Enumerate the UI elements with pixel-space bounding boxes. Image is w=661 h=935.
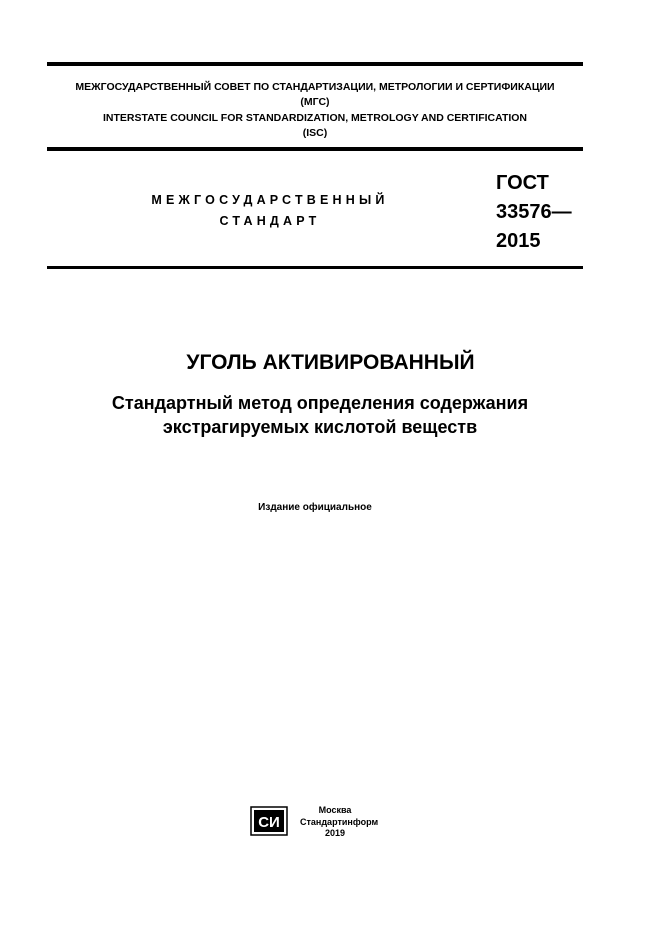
- gost-year: 2015: [496, 230, 541, 252]
- document-title: УГОЛЬ АКТИВИРОВАННЫЙ: [186, 351, 475, 374]
- subtitle-line1: Стандартный метод определения содержания: [111, 393, 529, 413]
- council-name-ru-line: МЕЖГОСУДАРСТВЕННЫЙ СОВЕТ ПО СТАНДАРТИЗАЦИИ, МЕТРОЛОГИИ И СЕРТИФИКАЦИИ: [75, 81, 555, 93]
- document-subtitle: [0, 391, 640, 439]
- standard-kind-line1: МЕЖГОСУДАРСТВЕННЫЙ: [151, 193, 389, 207]
- edition-note: Издание официальное: [258, 502, 372, 513]
- standartinform-logo-icon: [250, 806, 288, 836]
- council-name-en-line: INTERSTATE COUNCIL FOR STANDARDIZATION, METROLOGY AND CERTIFICATION: [102, 112, 528, 124]
- top-rule: [47, 62, 583, 66]
- council-abbr-ru: (МГС): [300, 96, 330, 108]
- bottom-rule: [47, 266, 583, 269]
- gost-label: ГОСТ: [496, 172, 549, 194]
- council-name-ru: [47, 80, 583, 110]
- svg-text:СИ: СИ: [258, 814, 280, 831]
- council-abbr-en: (ISC): [302, 127, 328, 139]
- imprint-city: Москва: [318, 805, 352, 815]
- gost-number: 33576—: [496, 201, 572, 223]
- imprint-year: 2019: [324, 828, 346, 838]
- gost-designation: [496, 169, 572, 256]
- imprint-publisher: Стандартинформ: [300, 816, 379, 827]
- subtitle-line2: экстрагируемых кислотой веществ: [162, 417, 478, 437]
- imprint: [300, 805, 379, 840]
- middle-rule: [47, 147, 583, 151]
- standard-kind: [90, 190, 450, 232]
- council-name-en: [47, 111, 583, 141]
- standard-kind-line2: СТАНДАРТ: [219, 214, 321, 228]
